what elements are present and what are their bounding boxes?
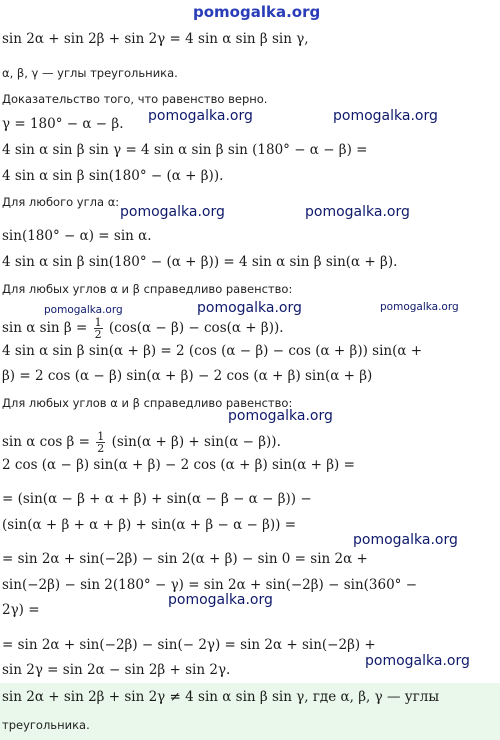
proof-line-11: 2γ) = — [2, 602, 40, 618]
proof-line-5: β) = 2 cos (α − β) sin(α + β) − 2 cos (α + β) sin(α + β) — [2, 368, 373, 384]
watermark: pomogalka.org — [333, 108, 438, 124]
proof-line-6: 2 cos (α − β) sin(α + β) − 2 cos (α + β) sin(α + β) = — [2, 457, 355, 473]
sine-identity: sin(180° − α) = sin α. — [2, 228, 152, 244]
watermark: pomogalka.org — [197, 300, 302, 316]
watermark: pomogalka.org — [228, 408, 333, 424]
gamma-expression: γ = 180° − α − β. — [2, 116, 124, 132]
watermark: pomogalka.org — [365, 653, 470, 669]
fraction-one-half-2 — [96, 431, 105, 454]
proof-line-8: (sin(α + β + α + β) + sin(α + β − α − β)) = — [2, 517, 297, 533]
proof-line-12: = sin 2α + sin(−2β) − sin(− 2γ) = sin 2α + sin(−2β) + — [2, 637, 376, 653]
product-identity-1-left: sin α sin β = — [2, 320, 88, 336]
watermark: pomogalka.org — [120, 204, 225, 220]
proof-line-3: 4 sin α sin β sin(180° − (α + β)) = 4 sin α sin β sin(α + β). — [2, 254, 398, 270]
product-identity-1 — [2, 317, 284, 340]
proof-line-4: 4 sin α sin β sin(α + β) = 2 (cos (α − β) − cos (α + β)) sin(α + — [2, 343, 423, 359]
product-identity-2-left: sin α cos β = — [2, 434, 90, 450]
proof-line-2: 4 sin α sin β sin(180° − (α + β)). — [2, 168, 224, 184]
proof-line-10: sin(−2β) − sin 2(180° − γ) = sin 2α + sin(−2β) − sin(360° − — [2, 577, 418, 593]
watermark: pomogalka.org — [380, 301, 459, 313]
proof-line-13: sin 2γ = sin 2α − sin 2β + sin 2γ. — [2, 662, 231, 678]
condition-text: α, β, γ — углы треугольника. — [2, 66, 178, 80]
fraction-numerator: 1 — [97, 430, 105, 443]
watermark: pomogalka.org — [353, 532, 458, 548]
watermark: pomogalka.org — [305, 204, 410, 220]
identity-heading-2: Для любых углов α и β справедливо равенство: — [2, 396, 293, 410]
proof-line-1: 4 sin α sin β sin γ = 4 sin α sin β sin (180° − α − β) = — [2, 142, 368, 158]
watermark-top: pomogalka.org — [193, 3, 321, 21]
equation-statement: sin 2α + sin 2β + sin 2γ = 4 sin α sin β sin γ, — [2, 31, 309, 47]
proof-heading: Доказательство того, что равенство верно. — [2, 92, 268, 106]
identity-heading-1: Для любых углов α и β справедливо равенство: — [2, 282, 293, 296]
proof-line-7: = (sin(α − β + α + β) + sin(α − β − α − β)) − — [2, 491, 312, 507]
fraction-denominator: 2 — [97, 442, 105, 455]
watermark: pomogalka.org — [148, 108, 253, 124]
conclusion-line-2: треугольника. — [2, 718, 90, 732]
watermark: pomogalka.org — [168, 592, 273, 608]
watermark: pomogalka.org — [44, 304, 123, 316]
product-identity-2-right: (sin(α + β) + sin(α − β)). — [111, 434, 281, 450]
fraction-numerator: 1 — [94, 316, 102, 329]
fraction-denominator: 2 — [94, 328, 102, 341]
fraction-one-half-1 — [94, 317, 103, 340]
any-angle-text: Для любого угла α: — [2, 195, 120, 209]
conclusion-line-1: sin 2α + sin 2β + sin 2γ ≠ 4 sin α sin β sin γ, где α, β, γ — углы — [2, 689, 440, 705]
product-identity-2 — [2, 431, 281, 454]
product-identity-1-right: (cos(α − β) − cos(α + β)). — [108, 320, 284, 336]
proof-line-9: = sin 2α + sin(−2β) − sin 2(α + β) − sin 0 = sin 2α + — [2, 551, 368, 567]
